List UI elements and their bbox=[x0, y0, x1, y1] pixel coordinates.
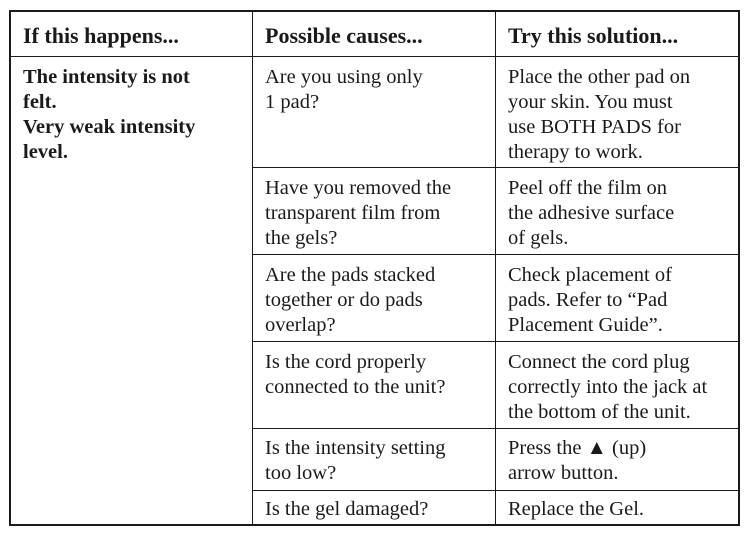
problem-text: The intensity is not felt. Very weak intensity level. bbox=[23, 66, 196, 163]
row-divider bbox=[252, 341, 738, 342]
row-divider bbox=[252, 428, 738, 429]
cause-cell: Are the pads stacked together or do pads overlap? bbox=[265, 264, 436, 336]
cause-cell: Is the intensity setting too low? bbox=[265, 437, 446, 484]
header-if-this-happens: If this happens... bbox=[23, 23, 179, 48]
column-divider bbox=[495, 12, 496, 524]
row-divider bbox=[252, 167, 738, 168]
cause-cell: Have you removed the transparent film from the gels? bbox=[265, 177, 452, 249]
column-divider bbox=[252, 12, 253, 524]
row-divider bbox=[252, 254, 738, 255]
solution-cell: Replace the Gel. bbox=[508, 498, 645, 520]
cause-cell: Are you using only 1 pad? bbox=[265, 66, 423, 113]
solution-cell: Check placement of pads. Refer to “Pad Placement Guide”. bbox=[508, 264, 672, 336]
troubleshooting-table bbox=[9, 10, 740, 526]
solution-cell: Press the ▲ (up) arrow button. bbox=[508, 437, 647, 484]
header-possible-causes: Possible causes... bbox=[265, 23, 423, 48]
solution-cell: Connect the cord plug correctly into the jack at the bottom of the unit. bbox=[508, 351, 708, 423]
solution-cell: Place the other pad on your skin. You must use BOTH PADS for therapy to work. bbox=[508, 66, 691, 163]
header-divider bbox=[11, 56, 738, 57]
header-try-this-solution: Try this solution... bbox=[508, 23, 679, 48]
row-divider bbox=[252, 490, 738, 491]
cause-cell: Is the cord properly connected to the unit? bbox=[265, 351, 446, 398]
cause-cell: Is the gel damaged? bbox=[265, 498, 429, 520]
solution-cell: Peel off the film on the adhesive surface of gels. bbox=[508, 177, 675, 249]
